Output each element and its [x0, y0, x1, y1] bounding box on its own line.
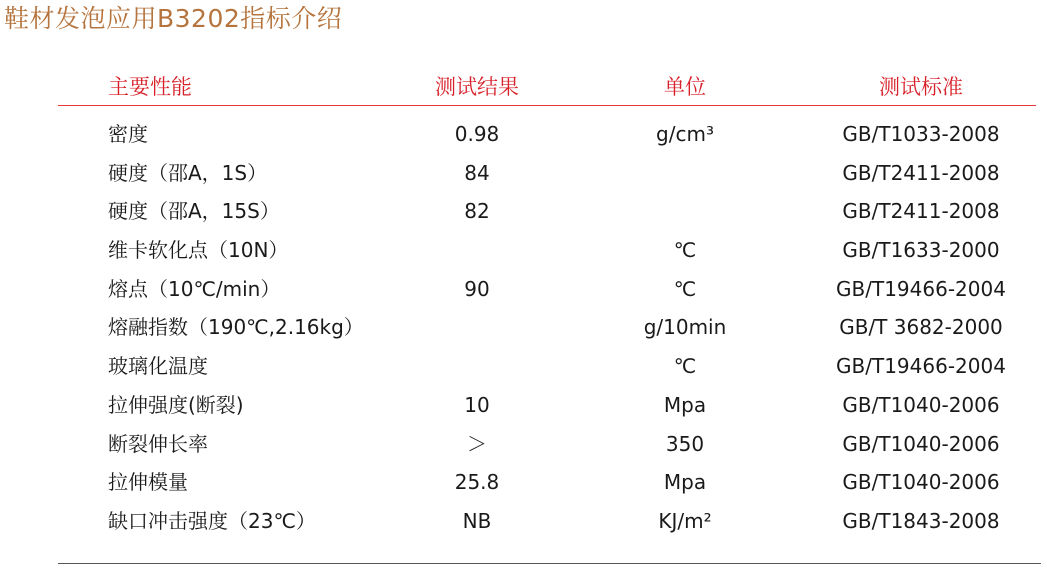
cell-result: NB: [462, 508, 492, 533]
cell-property: 拉伸模量: [108, 470, 188, 495]
cell-property: 玻璃化温度: [108, 354, 208, 379]
cell-result: 10: [464, 392, 490, 417]
cell-property: 拉伸强度(断裂): [108, 392, 244, 417]
cell-unit: ℃: [673, 276, 697, 301]
table-bottom-divider: [58, 563, 1041, 564]
cell-property: 密度: [108, 122, 148, 146]
cell-unit: Mpa: [663, 392, 707, 417]
cell-property: 硬度（邵A，1S）: [108, 160, 268, 185]
cell-standard: GB/T1040-2006: [842, 392, 1000, 417]
cell-result: ＞: [467, 431, 487, 456]
cell-unit: ℃: [673, 354, 697, 379]
page-title: 鞋材发泡应用B3202指标介绍: [4, 4, 343, 33]
cell-standard: GB/T1843-2008: [842, 508, 1000, 533]
cell-property: 断裂伸长率: [108, 431, 208, 456]
cell-unit: Mpa: [663, 470, 707, 495]
cell-property: 缺口冲击强度（23℃）: [108, 508, 316, 533]
cell-result: 90: [464, 276, 490, 301]
cell-result: 0.98: [454, 122, 500, 146]
table-row: [0, 310, 1047, 349]
cell-standard: GB/T2411-2008: [842, 199, 1000, 224]
table-body: [0, 117, 1047, 543]
cell-standard: GB/T19466-2004: [836, 276, 1006, 301]
table-header-row: [0, 70, 1047, 104]
cell-property: 熔融指数（190℃,2.16kg）: [108, 315, 364, 340]
cell-property: 硬度（邵A，15S）: [108, 199, 280, 224]
cell-unit: g/cm³: [656, 122, 714, 146]
header-divider: [58, 105, 1036, 106]
cell-unit: KJ/m²: [658, 508, 712, 533]
table-row: [0, 465, 1047, 504]
table-row: [0, 194, 1047, 233]
table-row: [0, 233, 1047, 272]
cell-standard: GB/T 3682-2000: [839, 315, 1003, 340]
cell-standard: GB/T2411-2008: [842, 160, 1000, 185]
cell-standard: GB/T1040-2006: [842, 470, 1000, 495]
table-row: [0, 156, 1047, 195]
cell-result: 84: [464, 160, 490, 185]
table-row: [0, 117, 1047, 156]
cell-standard: GB/T1033-2008: [842, 122, 1000, 146]
table-row: [0, 388, 1047, 427]
cell-standard: GB/T1633-2000: [842, 238, 1000, 263]
table-row: [0, 272, 1047, 311]
cell-unit: g/10min: [643, 315, 727, 340]
header-result: 测试结果: [435, 75, 519, 99]
header-standard: 测试标准: [879, 75, 963, 99]
cell-result: 82: [464, 199, 490, 224]
header-unit: 单位: [664, 75, 706, 99]
cell-unit: ℃: [673, 238, 697, 263]
cell-property: 维卡软化点（10N）: [108, 238, 289, 263]
table-row: [0, 427, 1047, 466]
cell-result: 25.8: [454, 470, 500, 495]
cell-property: 熔点（10℃/min）: [108, 276, 281, 301]
cell-standard: GB/T1040-2006: [842, 431, 1000, 456]
cell-unit: 350: [665, 431, 705, 456]
table-row: [0, 504, 1047, 543]
table-row: [0, 349, 1047, 388]
header-property: 主要性能: [108, 75, 192, 99]
cell-standard: GB/T19466-2004: [836, 354, 1006, 379]
